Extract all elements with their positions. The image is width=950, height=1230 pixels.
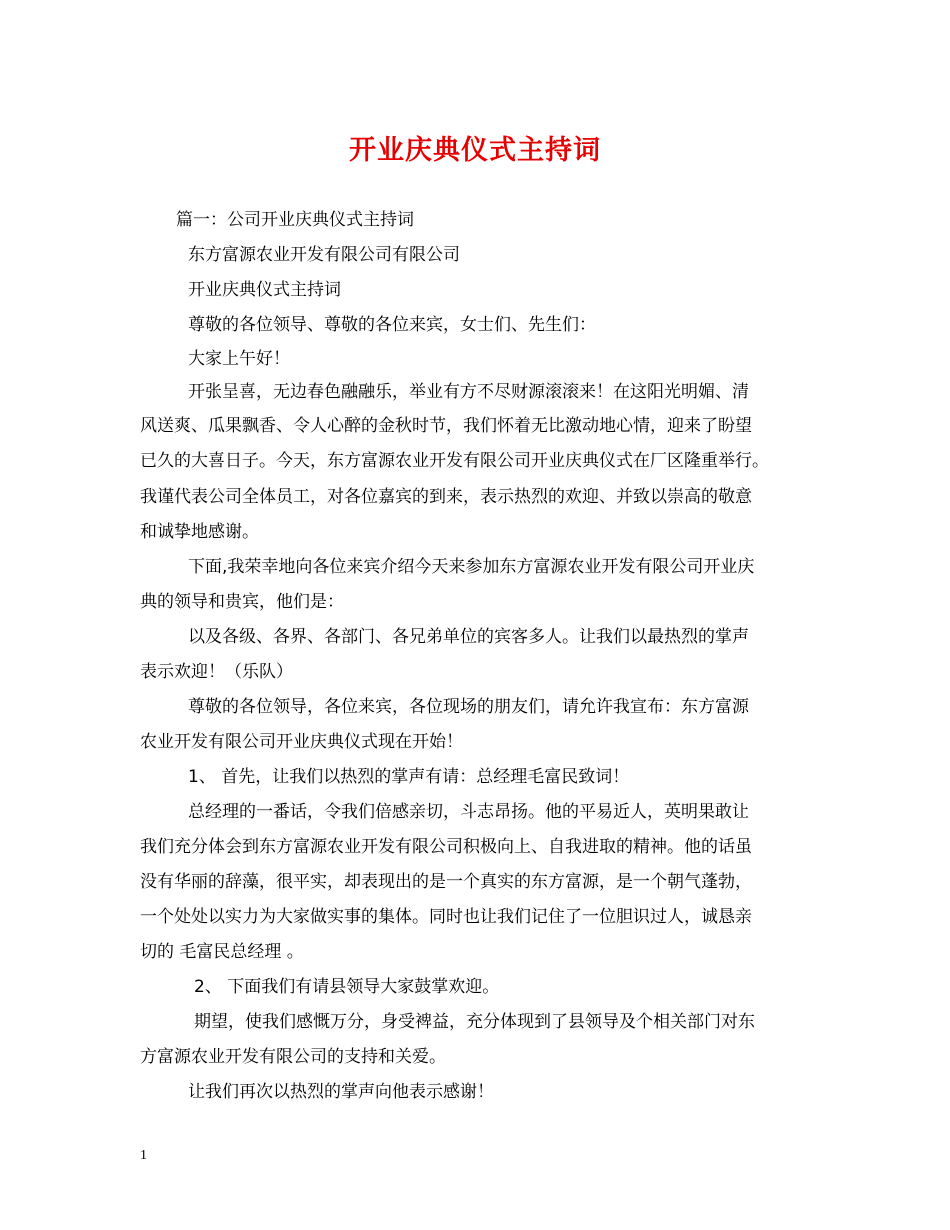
text-line: 和诚挚地感谢。	[140, 522, 259, 542]
page-title: 开业庆典仪式主持词	[349, 135, 601, 166]
text-line: 大家上午好！	[188, 349, 290, 369]
text-line: 农业开发有限公司开业庆典仪式现在开始！	[140, 732, 463, 752]
text-line: 尊敬的各位领导，各位来宾，各位现场的朋友们，请允许我宣布：东方富源	[188, 697, 749, 717]
text-line: 开张呈喜，无边春色融融乐，举业有方不尽财源滚滚来！在这阳光明媚、清	[188, 382, 749, 402]
text-line: 表示欢迎！（乐队）	[140, 662, 293, 682]
page-number: 1	[140, 1148, 147, 1163]
text-line: 开业庆典仪式主持词	[188, 280, 341, 300]
text-line: 没有华丽的辞藻，很平实，却表现出的是一个真实的东方富源，是一个朝气蓬勃，	[140, 872, 752, 892]
text-line: 下面,我荣幸地向各位来宾介绍今天来参加东方富源农业开发有限公司开业庆	[188, 557, 755, 577]
text-line: 东方富源农业开发有限公司有限公司	[188, 245, 460, 265]
text-line: 典的领导和贵宾，他们是：	[140, 592, 344, 612]
text-line: 总经理的一番话，令我们倍感亲切，斗志昂扬。他的平易近人，英明果敢让	[188, 802, 749, 822]
text-line: 一个处处以实力为大家做实事的集体。同时也让我们记住了一位胆识过人，诚恳亲	[140, 907, 752, 927]
text-line: 我们充分体会到东方富源农业开发有限公司积极向上、自我进取的精神。他的话虽	[140, 837, 752, 857]
text-line: 尊敬的各位领导、尊敬的各位来宾，女士们、先生们：	[188, 315, 596, 335]
text-line: 期望，使我们感慨万分，身受裨益，充分体现到了县领导及个相关部门对东	[194, 1012, 755, 1032]
text-line: 切的 毛富民总经理 。	[140, 942, 304, 962]
text-line: 1、 首先，让我们以热烈的掌声有请：总经理毛富民致词！	[188, 767, 630, 787]
text-line: 方富源农业开发有限公司的支持和关爱。	[140, 1047, 446, 1067]
text-line: 以及各级、各界、各部门、各兄弟单位的宾客多人。让我们以最热烈的掌声	[188, 627, 749, 647]
text-line: 风送爽、瓜果飘香、令人心醉的金秋时节，我们怀着无比激动地心情，迎来了盼望	[140, 416, 752, 436]
text-line: 2、 下面我们有请县领导大家鼓掌欢迎。	[194, 977, 500, 997]
text-line: 让我们再次以热烈的掌声向他表示感谢！	[188, 1082, 494, 1102]
text-line: 篇一：公司开业庆典仪式主持词	[176, 210, 414, 230]
text-line: 已久的大喜日子。今天，东方富源农业开发有限公司开业庆典仪式在厂区隆重举行。	[140, 451, 769, 471]
text-line: 我谨代表公司全体员工，对各位嘉宾的到来，表示热烈的欢迎、并致以崇高的敬意	[140, 487, 752, 507]
